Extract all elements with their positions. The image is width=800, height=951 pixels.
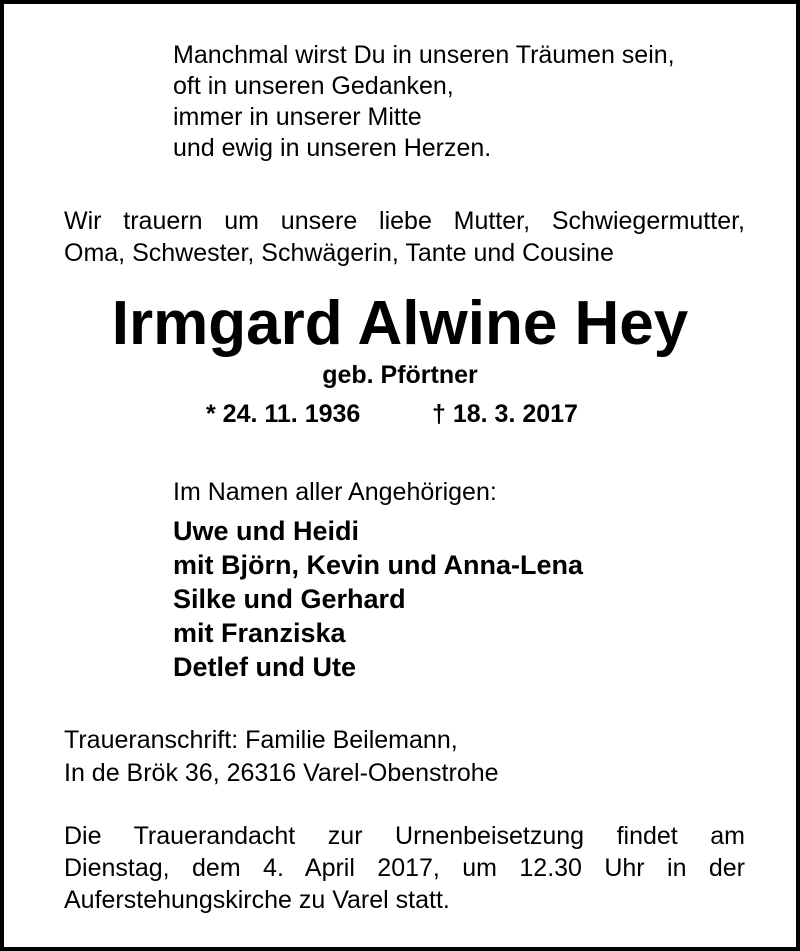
death-date: † 18. 3. 2017 [432, 400, 578, 428]
address-line: Traueranschrift: Familie Beilemann, [64, 726, 458, 754]
address-line: In de Brök 36, 26316 Varel-Obenstrohe [64, 759, 499, 787]
service-line: Die Trauerandacht zur Urnenbeisetzung findet am [64, 822, 745, 850]
mourner-line: Silke und Gerhard [173, 584, 406, 614]
mourning-address [64, 724, 499, 790]
birth-date: * 24. 11. 1936 [206, 400, 361, 428]
service-info [64, 820, 745, 916]
mourning-intro [64, 205, 745, 269]
poem-line: oft in unseren Gedanken, [173, 72, 454, 100]
intro-line: Wir trauern um unsere liebe Mutter, Schwiegermutter, [64, 207, 745, 235]
maiden-name: geb. Pförtner [322, 361, 478, 389]
poem-line: und ewig in unseren Herzen. [173, 134, 492, 162]
on-behalf-label: Im Namen aller Angehörigen: [173, 478, 497, 506]
mourner-line: Uwe und Heidi [173, 516, 360, 546]
obituary-notice [4, 4, 796, 947]
mourner-line: Detlef und Ute [173, 652, 357, 682]
mourner-line: mit Björn, Kevin und Anna-Lena [173, 550, 584, 580]
mourner-line: mit Franziska [173, 618, 346, 648]
mourners-list [173, 514, 583, 684]
service-line: Dienstag, dem 4. April 2017, um 12.30 Uhr in der [64, 854, 745, 882]
service-line: Auferstehungskirche zu Varel statt. [64, 886, 450, 914]
poem-line: immer in unserer Mitte [173, 103, 422, 131]
intro-line: Oma, Schwester, Schwägerin, Tante und Cousine [64, 239, 614, 267]
poem-line: Manchmal wirst Du in unseren Träumen sein, [173, 41, 675, 69]
poem [173, 40, 675, 164]
deceased-name: Irmgard Alwine Hey [111, 289, 689, 358]
